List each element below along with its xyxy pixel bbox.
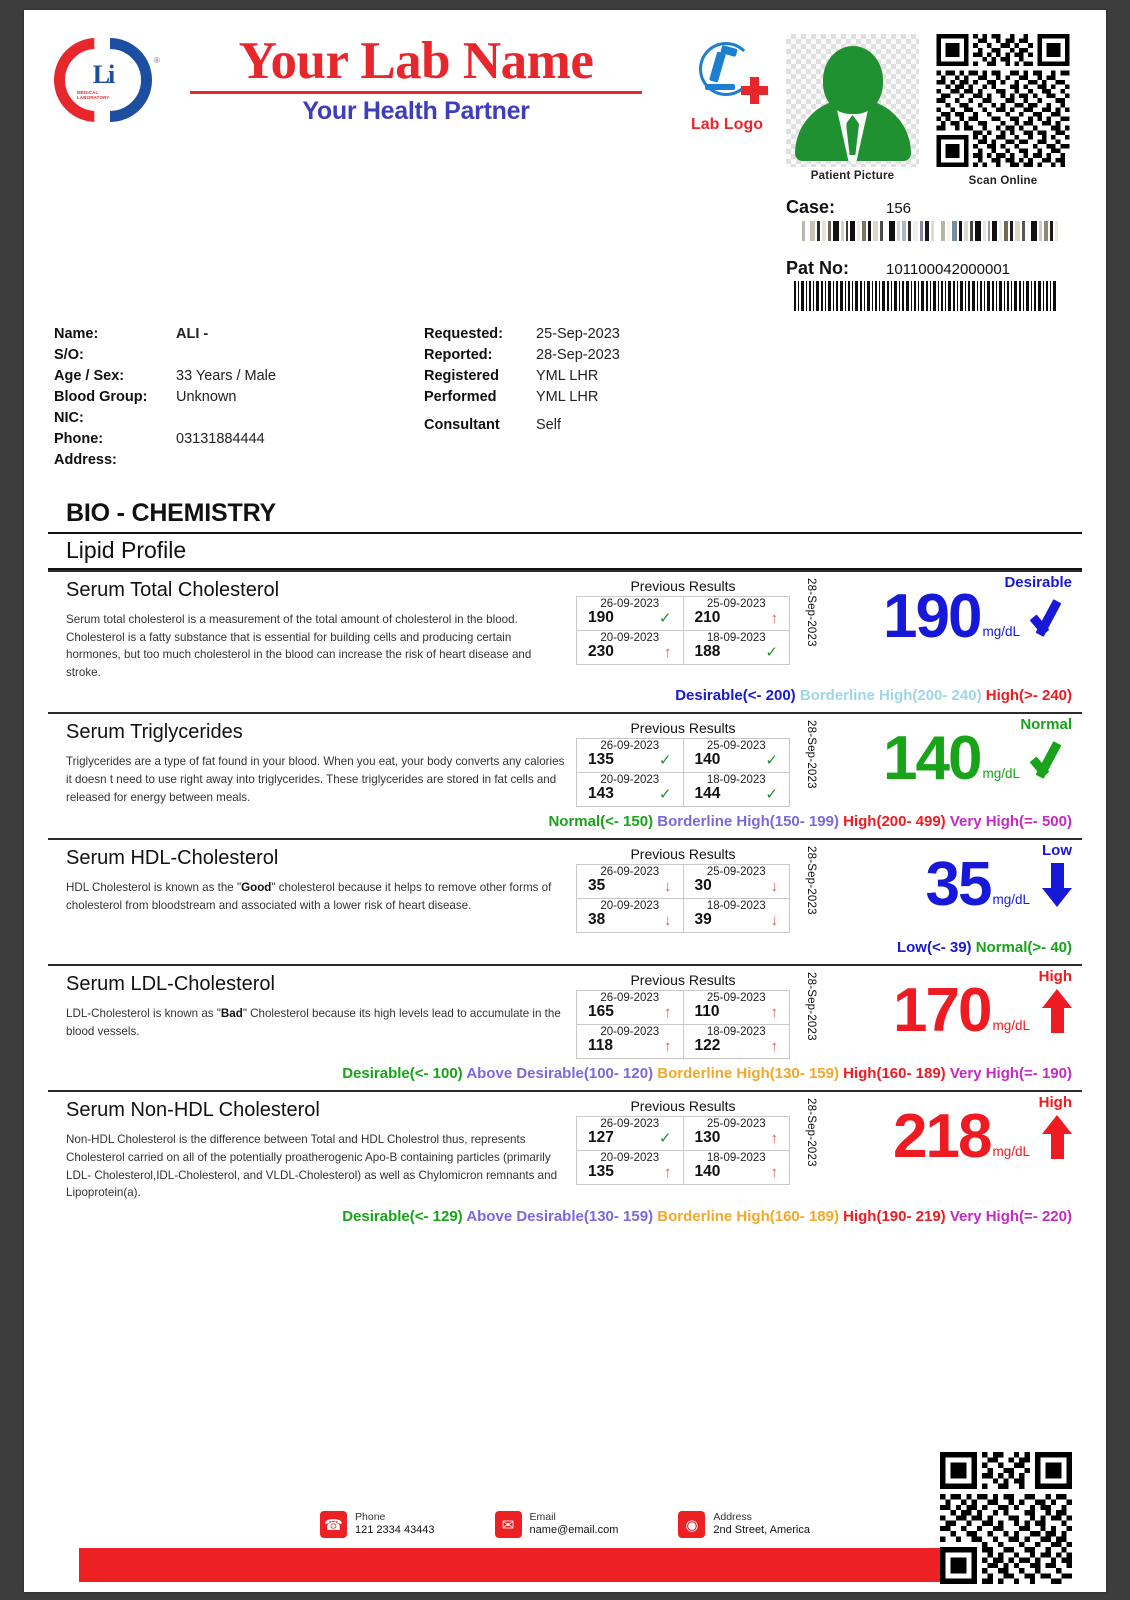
previous-results-block — [568, 572, 798, 681]
lab-name: Your Lab Name — [238, 32, 594, 90]
age-sex-value: 33 Years / Male — [176, 368, 276, 384]
patient-avatar — [786, 34, 919, 167]
arrow-down-icon: ↓ — [664, 877, 672, 895]
previous-result-cell — [683, 597, 790, 631]
pat-no-value: 101100042000001 — [886, 261, 1011, 278]
location-icon: ◉ — [678, 1511, 705, 1538]
status-check-icon — [1032, 595, 1072, 639]
test-description: Triglycerides are a type of fat found in your blood. When you eat, your body converts any calories it doesn t need to use right away into triglycerides. These triglycerides are stored in fat cells and released for energy between meals. — [66, 755, 565, 804]
arrow-up-icon: ↑ — [770, 609, 778, 627]
reference-range-legend — [48, 1059, 1082, 1090]
previous-result-cell — [577, 865, 684, 899]
previous-result-date: 25-09-2023 — [706, 598, 766, 609]
reference-range-item: High(200- 499) — [843, 813, 946, 831]
check-icon: ✓ — [765, 643, 778, 661]
address-label: Address: — [54, 452, 117, 468]
check-icon: ✓ — [765, 785, 778, 803]
previous-results-caption: Previous Results — [630, 720, 736, 737]
report-body — [24, 471, 1106, 1233]
logo-subtext: MEDICAL LABORATORY — [77, 90, 110, 100]
check-icon: ✓ — [658, 609, 672, 627]
logo-inner — [77, 56, 129, 106]
result-status: High — [1038, 1094, 1072, 1112]
previous-results-block — [568, 840, 798, 933]
previous-result-value: 39 — [694, 911, 712, 929]
arrow-down-icon: ↓ — [770, 877, 778, 895]
footer-contact-value: 2nd Street, America — [713, 1524, 810, 1537]
arrow-down-icon: ↓ — [664, 911, 672, 929]
arrow-up-icon: ↑ — [664, 1163, 672, 1181]
reference-range-legend — [48, 933, 1082, 964]
previous-result-date: 26-09-2023 — [600, 992, 660, 1004]
check-icon: ✓ — [765, 751, 778, 769]
lab-logo-block — [54, 28, 164, 126]
previous-result-date: 25-09-2023 — [706, 740, 766, 752]
reference-range-item: Borderline High(150- 199) — [657, 813, 839, 831]
report-footer — [24, 1511, 1106, 1592]
registered-value: YML LHR — [536, 368, 599, 384]
previous-result-date: 18-09-2023 — [706, 774, 766, 786]
previous-result-cell — [577, 1151, 684, 1185]
reference-range-item: Borderline High(160- 189) — [657, 1207, 839, 1225]
reported-date-vertical: 28-Sep-2023 — [805, 578, 817, 647]
result-value: 170 — [893, 975, 991, 1045]
previous-result-date: 18-09-2023 — [706, 632, 766, 643]
result-status: Low — [1042, 842, 1072, 860]
performed-label: Performed — [424, 389, 497, 405]
footer-contact-label: Phone — [355, 1511, 386, 1524]
result-value: 140 — [883, 723, 981, 793]
reference-range-item: High(>- 240) — [985, 687, 1072, 705]
result-unit: mg/dL — [992, 891, 1030, 907]
test-name: Serum Non-HDL Cholesterol — [66, 1099, 320, 1122]
test-list — [48, 570, 1082, 1233]
footer-contact-item[interactable] — [320, 1511, 435, 1538]
previous-results-caption: Previous Results — [630, 578, 736, 594]
case-label: Case: — [786, 197, 836, 217]
previous-results-block — [568, 966, 798, 1059]
previous-result-date: 20-09-2023 — [600, 774, 660, 786]
footer-contact-value: 121 2334 43443 — [355, 1524, 435, 1537]
check-icon: ✓ — [658, 1129, 672, 1147]
title-divider — [190, 91, 642, 94]
registered-trademark-icon: ® — [154, 56, 160, 65]
arrow-down-icon: ↓ — [770, 911, 778, 929]
previous-result-date: 26-09-2023 — [600, 866, 660, 878]
result-block — [824, 966, 1082, 1059]
previous-result-cell — [577, 739, 684, 773]
previous-result-cell — [683, 899, 790, 933]
footer-contact-value: name@email.com — [529, 1524, 619, 1537]
previous-results-table — [576, 596, 790, 665]
status-arrow-up-icon — [1042, 1115, 1072, 1159]
reference-range-item: Desirable(<- 100) — [342, 1065, 463, 1083]
previous-results-table — [576, 738, 790, 807]
previous-result-date: 20-09-2023 — [600, 632, 660, 643]
report-header — [24, 10, 1106, 316]
previous-result-cell — [577, 631, 684, 665]
previous-result-cell — [683, 991, 790, 1025]
previous-result-value: 135 — [588, 1163, 614, 1181]
previous-result-value: 130 — [694, 1129, 721, 1147]
previous-result-date: 20-09-2023 — [600, 1026, 660, 1038]
previous-result-value: 144 — [694, 785, 721, 803]
previous-results-caption: Previous Results — [630, 1098, 736, 1115]
patient-info — [24, 316, 1106, 471]
test-block — [48, 1090, 1082, 1232]
previous-result-value: 165 — [588, 1003, 614, 1021]
result-unit: mg/dL — [992, 1017, 1030, 1033]
arrow-up-icon: ↑ — [770, 1037, 778, 1055]
reference-range-item: Normal(>- 40) — [975, 939, 1072, 957]
previous-result-value: 38 — [588, 911, 606, 929]
previous-result-cell — [577, 1025, 684, 1059]
lab-logo-caption: Lab Logo — [691, 116, 763, 133]
test-description: LDL-Cholesterol is known as "Bad" Cholesterol because its high levels lead to accumulate in the blood vessels. — [66, 1007, 561, 1039]
result-status: High — [1038, 968, 1072, 986]
reference-range-item: Above Desirable(100- 120) — [466, 1065, 654, 1083]
reported-date-vertical: 28-Sep-2023 — [805, 972, 817, 1042]
previous-result-cell — [577, 597, 684, 631]
previous-result-value: 210 — [694, 609, 721, 626]
status-arrow-down-icon — [1042, 863, 1072, 907]
check-icon: ✓ — [658, 751, 672, 769]
previous-result-value: 140 — [694, 751, 721, 769]
footer-qr-code-icon[interactable] — [940, 1452, 1072, 1584]
arrow-up-icon: ↑ — [664, 1003, 672, 1021]
consultant-label: Consultant — [424, 417, 500, 433]
reference-range-item: Very High(=- 190) — [949, 1065, 1072, 1083]
patient-picture-block — [786, 34, 919, 187]
phone-value: 03131884444 — [176, 431, 265, 447]
test-block — [48, 712, 1082, 838]
previous-result-date: 20-09-2023 — [600, 900, 660, 912]
nic-label: NIC: — [54, 410, 84, 426]
reference-range-item: Very High(=- 220) — [949, 1207, 1072, 1225]
case-barcode — [798, 221, 1060, 241]
test-description: HDL Cholesterol is known as the "Good" cholesterol because it helps to remove other forms of cholesterol from bloodstream and associated with a lower risk of heart disease. — [66, 881, 552, 913]
result-block — [824, 1092, 1082, 1201]
previous-result-date: 18-09-2023 — [706, 1026, 766, 1038]
footer-contact-item[interactable] — [495, 1511, 619, 1538]
result-block — [824, 840, 1082, 933]
result-unit: mg/dL — [992, 1143, 1030, 1159]
previous-result-cell — [577, 773, 684, 807]
previous-result-cell — [683, 1025, 790, 1059]
lab-emblem-icon — [54, 34, 160, 126]
previous-result-date: 26-09-2023 — [600, 598, 660, 609]
previous-result-value: 230 — [588, 643, 614, 660]
so-label: S/O: — [54, 347, 84, 363]
result-value: 35 — [925, 849, 991, 919]
previous-results-block — [568, 714, 798, 807]
previous-result-date: 26-09-2023 — [600, 1118, 660, 1130]
status-arrow-up-icon — [1042, 989, 1072, 1033]
result-unit: mg/dL — [982, 765, 1020, 781]
reference-range-item: High(160- 189) — [843, 1065, 946, 1083]
previous-result-date: 20-09-2023 — [600, 1152, 660, 1164]
previous-result-value: 35 — [588, 877, 606, 895]
requested-value: 25-Sep-2023 — [536, 326, 620, 342]
age-sex-label: Age / Sex: — [54, 368, 125, 384]
scan-online-caption: Scan Online — [968, 175, 1038, 187]
previous-result-cell — [577, 899, 684, 933]
reference-range-item: Borderline High(200- 240) — [799, 687, 982, 705]
reference-range-legend — [48, 1202, 1082, 1233]
patient-id-block — [786, 28, 1076, 316]
previous-result-date: 26-09-2023 — [600, 740, 660, 752]
scan-online-block — [933, 34, 1073, 187]
footer-contact-label: Email — [529, 1511, 556, 1524]
reference-range-item: Borderline High(130- 159) — [657, 1065, 839, 1083]
phone-icon: ☎ — [320, 1511, 347, 1538]
reference-range-item: Desirable(<- 129) — [342, 1207, 463, 1225]
previous-result-value: 127 — [588, 1129, 614, 1147]
result-unit: mg/dL — [982, 623, 1020, 639]
test-name: Serum HDL-Cholesterol — [66, 847, 279, 870]
phone-label: Phone: — [54, 431, 104, 447]
previous-result-value: 30 — [694, 877, 712, 895]
previous-result-date: 18-09-2023 — [706, 900, 766, 912]
previous-result-value: 140 — [694, 1163, 721, 1181]
result-value: 190 — [883, 581, 981, 651]
previous-result-cell — [683, 739, 790, 773]
reference-range-legend — [48, 807, 1082, 838]
patient-picture-caption: Patient Picture — [810, 170, 895, 182]
previous-results-caption: Previous Results — [630, 846, 736, 863]
test-name: Serum Total Cholesterol — [66, 579, 280, 601]
qr-code-icon[interactable] — [933, 34, 1073, 167]
previous-results-table — [576, 1116, 790, 1185]
previous-result-value: 135 — [588, 751, 614, 769]
case-row — [786, 197, 1076, 218]
arrow-up-icon: ↑ — [664, 1037, 672, 1055]
test-name: Serum Triglycerides — [66, 721, 243, 744]
previous-result-value: 143 — [588, 785, 614, 803]
reference-range-item: High(190- 219) — [843, 1207, 946, 1225]
result-block — [824, 572, 1082, 681]
arrow-up-icon: ↑ — [770, 1129, 778, 1147]
name-value: ALI - — [176, 326, 209, 342]
department-title: BIO - CHEMISTRY — [66, 499, 276, 527]
previous-result-cell — [577, 991, 684, 1025]
result-value: 218 — [893, 1101, 991, 1171]
result-block — [824, 714, 1082, 807]
test-block — [48, 838, 1082, 964]
result-status: Normal — [1020, 716, 1072, 734]
previous-result-cell — [683, 631, 790, 665]
test-block — [48, 964, 1082, 1090]
reference-range-item: Very High(=- 500) — [949, 813, 1072, 831]
lab-tagline: Your Health Partner — [302, 96, 530, 125]
previous-result-value: 188 — [694, 643, 721, 660]
order-details — [424, 324, 754, 471]
pat-no-row — [786, 258, 1076, 279]
previous-result-cell — [683, 865, 790, 899]
arrow-up-icon: ↑ — [770, 1163, 778, 1181]
panel-title: Lipid Profile — [66, 537, 187, 563]
reference-range-item: Desirable(<- 200) — [675, 687, 796, 705]
reference-range-item: Low(<- 39) — [896, 939, 972, 957]
test-block — [48, 570, 1082, 712]
previous-result-date: 25-09-2023 — [706, 1118, 766, 1130]
requested-label: Requested: — [424, 326, 503, 342]
reference-range-legend — [48, 681, 1082, 712]
reference-range-item: Normal(<- 150) — [548, 813, 654, 831]
lab-title-block — [164, 28, 668, 126]
previous-result-date: 25-09-2023 — [706, 866, 766, 878]
previous-result-cell — [683, 773, 790, 807]
previous-result-value: 190 — [588, 609, 614, 626]
previous-results-table — [576, 864, 790, 933]
reported-date-vertical: 28-Sep-2023 — [805, 1098, 817, 1168]
pat-no-label: Pat No: — [786, 258, 849, 278]
previous-result-cell — [683, 1117, 790, 1151]
name-label: Name: — [54, 326, 99, 342]
report-sheet — [24, 10, 1106, 1592]
reported-value: 28-Sep-2023 — [536, 347, 620, 363]
arrow-up-icon: ↑ — [770, 1003, 778, 1021]
patient-demographics — [54, 324, 424, 471]
check-icon: ✓ — [658, 785, 672, 803]
previous-result-date: 18-09-2023 — [706, 1152, 766, 1164]
reported-date-vertical: 28-Sep-2023 — [805, 720, 817, 790]
lab-logo-placeholder — [668, 28, 786, 134]
reference-range-item: Above Desirable(130- 159) — [466, 1207, 654, 1225]
footer-bar — [79, 1548, 1051, 1582]
microscope-icon — [691, 40, 763, 112]
previous-result-value: 118 — [588, 1037, 614, 1055]
reported-label: Reported: — [424, 347, 493, 363]
previous-result-value: 110 — [694, 1003, 720, 1021]
previous-results-caption: Previous Results — [630, 972, 736, 989]
previous-result-date: 25-09-2023 — [706, 992, 766, 1004]
footer-contact-label: Address — [713, 1511, 752, 1524]
previous-result-cell — [683, 1151, 790, 1185]
test-description: Non-HDL Cholesterol is the difference between Total and HDL Cholestrol thus, represents Cholesterol carried on all of the potentially proatherogenic Apo-B containing particles (primarily LDL- Cholesterol,IDL-Cholesterol, and VLDL-Cholesterol) as well as Chylomicron remnants and Lipoprotein(a). — [66, 1133, 558, 1200]
email-icon: ✉ — [495, 1511, 522, 1538]
case-value: 156 — [886, 200, 912, 217]
previous-results-table — [576, 990, 790, 1059]
logo-monogram: Li — [92, 60, 114, 89]
result-status: Desirable — [1004, 574, 1072, 591]
consultant-value: Self — [536, 417, 561, 433]
footer-contact-item[interactable] — [678, 1511, 810, 1538]
reported-date-vertical: 28-Sep-2023 — [805, 846, 817, 916]
arrow-up-icon: ↑ — [664, 643, 672, 661]
blood-group-label: Blood Group: — [54, 389, 148, 405]
previous-results-block — [568, 1092, 798, 1201]
performed-value: YML LHR — [536, 389, 599, 405]
test-name: Serum LDL-Cholesterol — [66, 973, 275, 996]
blood-group-value: Unknown — [176, 389, 237, 405]
status-check-icon — [1032, 737, 1072, 781]
previous-result-value: 122 — [694, 1037, 721, 1055]
test-description: Serum total cholesterol is a measurement of the total amount of cholesterol in the blood. Cholesterol is a fatty substance that is essential for building cells and producing certain hormones, but too much cholesterol in the blood can increase the risk of heart disease and stroke. — [66, 613, 532, 679]
previous-result-cell — [577, 1117, 684, 1151]
pat-no-barcode — [792, 281, 1060, 311]
registered-label: Registered — [424, 368, 499, 384]
